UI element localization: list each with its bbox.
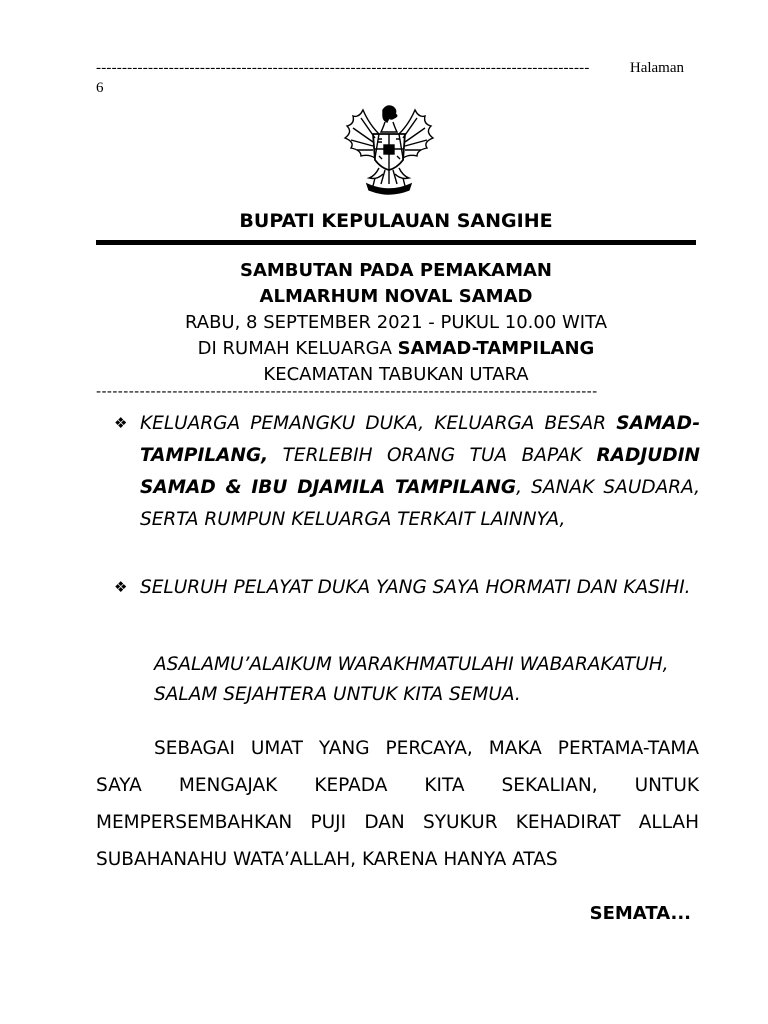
deceased-name: ALMARHUM NOVAL SAMAD — [259, 286, 533, 307]
garuda-emblem-icon — [339, 104, 439, 196]
header-page-number: 6 — [96, 80, 104, 96]
event-date-time: RABU, 8 SEPTEMBER 2021 - PUKUL 10.00 WITA — [184, 312, 608, 333]
dash-separator: -------------------------------------------------------------------------------------------- — [96, 384, 598, 400]
event-district: KECAMATAN TABUKAN UTARA — [263, 364, 529, 385]
diamond-bullet-icon: ❖ — [114, 578, 128, 596]
catchword: SEMATA... — [589, 903, 691, 924]
title-rule — [96, 240, 696, 245]
address-mourners: SELURUH PELAYAT DUKA YANG SAYA HORMATI DAN KASIHI. — [140, 577, 691, 598]
diamond-bullet-icon: ❖ — [114, 414, 128, 432]
greeting — [154, 650, 714, 710]
office-title: BUPATI KEPULAUAN SANGIHE — [239, 210, 553, 232]
header-page-label: Halaman — [629, 60, 684, 76]
body-paragraph: SEBAGAI UMAT YANG PERCAYA, MAKA PERTAMA-TAMA SAYA MENGAJAK KEPADA KITA SEKALIAN, UNTUK MEMPERSEMBAHKAN PUJI DAN SYUKUR KEHADIRAT ALLAH SUBAHANAHU WATA’ALLAH, KARENA HANYA ATAS — [96, 738, 699, 870]
header-dashes: ----------------------------------------------------------------------------------------------- — [96, 60, 590, 76]
address-family: KELUARGA PEMANGKU DUKA, KELUARGA BESAR SAMAD-TAMPILANG, TERLEBIH ORANG TUA BAPAK RADJUDIN SAMAD & IBU DJAMILA TAMPILANG, SANAK SAUDARA, SERTA RUMPUN KELUARGA TERKAIT LAINNYA, — [140, 413, 700, 530]
family-name: SAMAD-TAMPILANG — [397, 338, 595, 359]
page-header — [96, 58, 688, 98]
speech-title-block — [96, 258, 696, 388]
speech-title: SAMBUTAN PADA PEMAKAMAN — [239, 260, 552, 281]
event-location: DI RUMAH KELUARGA SAMAD-TAMPILANG — [197, 338, 595, 359]
greeting-line-1: ASALAMU’ALAIKUM WARAKHMATULAHI WABARAKATUH, — [154, 654, 669, 675]
greeting-line-2: SALAM SEJAHTERA UNTUK KITA SEMUA. — [154, 684, 521, 705]
